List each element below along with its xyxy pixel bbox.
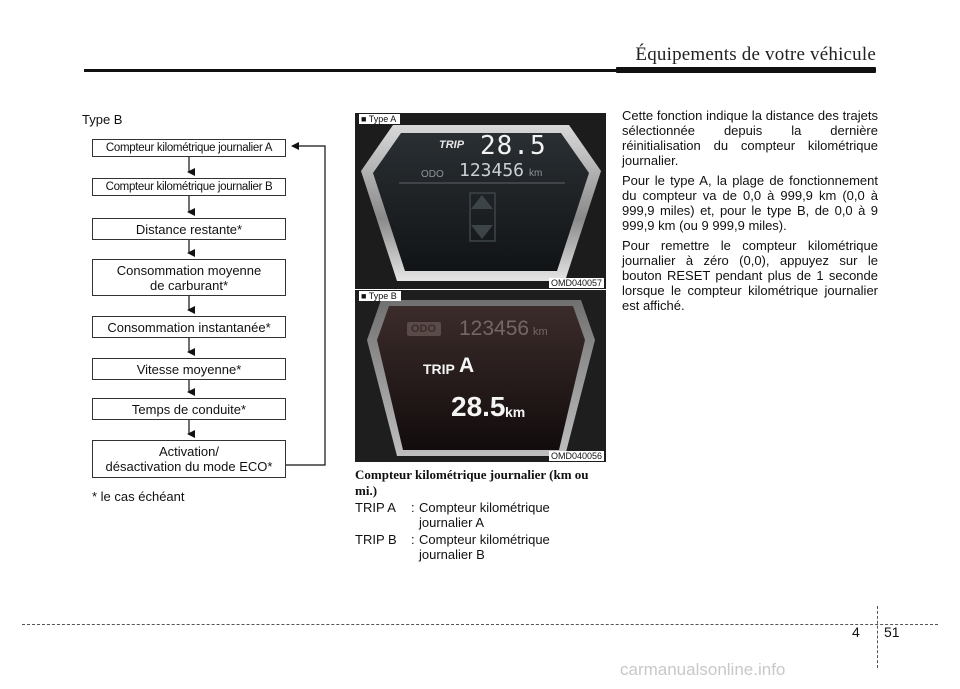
flow-box-text: Consommation instantanée* [107, 319, 271, 335]
flow-box-text: Temps de conduite* [131, 401, 247, 417]
figure-a-code: OMD040057 [550, 278, 602, 288]
flowchart-footnote: * le cas échéant [92, 489, 185, 504]
caption-trip-a [355, 500, 569, 530]
body-paragraph-3: Pour remettre le compteur kilométrique journalier à zéro (0,0), appuyez sur le bouton RESET pendant plus de 1 seconde lorsque le compteur kilométrique journalier est affiché. [622, 238, 878, 313]
body-paragraph-1: Cette fonction indique la distance des trajets sélectionnée depuis la dernière réinitialisation du compteur kilométrique journalier. [622, 108, 878, 168]
flow-box-text: de carburant* [149, 277, 229, 293]
cluster-a-trip-value: 28.5 [480, 131, 547, 161]
figure-caption-title: Compteur kilométrique journalier (km ou mi.) [355, 467, 589, 498]
figure-b-label: ■ Type B [359, 291, 401, 301]
cluster-b-odo-text: ODO [411, 323, 437, 335]
figure-b-code: OMD040056 [550, 451, 602, 461]
flowchart-type-label: Type B [82, 112, 123, 127]
cluster-a-odo-text: ODO [421, 169, 444, 180]
chapter-number: 4 [852, 624, 860, 640]
body-paragraph-2: Pour le type A, la plage de fonctionnement du compteur va de 0,0 à 999,9 km (0,0 à 999,9 miles) et, pour le type B, de 0,0 à 9 999,9 km (ou 9 999,9 miles). [622, 173, 878, 233]
footer-rule [22, 624, 938, 625]
page-number: 51 [884, 624, 900, 640]
flow-box-text: Vitesse moyenne* [136, 361, 242, 377]
cluster-b-trip-unit: km [505, 404, 526, 420]
cluster-b-trip-value: 28.5 [451, 391, 506, 422]
figure-a-label: ■ Type A [359, 114, 400, 124]
cluster-b-trip-letter: A [459, 354, 475, 377]
caption-trip-b [355, 532, 569, 562]
cluster-a-odo-value: 123456 [459, 160, 525, 181]
watermark: carmanualsonline.info [620, 660, 786, 679]
flow-box-text: Activation/ [159, 444, 219, 459]
cluster-a-unit: km [529, 168, 543, 179]
trip-b-colon: : [411, 532, 415, 547]
cluster-a-trip-text: TRIP [439, 139, 465, 151]
trip-a-colon: : [411, 500, 415, 515]
header-rule-accent [616, 67, 876, 73]
cluster-b-graphic [355, 290, 606, 462]
cluster-figure-type-b [355, 290, 606, 462]
flow-box-text: Compteur kilométrique journalier B [105, 180, 273, 193]
cluster-b-trip-text: TRIP [423, 361, 455, 377]
flowchart-arrows [0, 0, 340, 490]
footer-divider [877, 606, 878, 668]
cluster-b-odo-unit: km [533, 326, 548, 338]
flow-box-text: Consommation moyenne [116, 262, 262, 278]
body-text-column [622, 108, 878, 318]
page-header-title: Équipements de votre véhicule [635, 44, 876, 65]
trip-a-value: Compteur kilométrique journalier A [419, 500, 550, 530]
flow-box-text: Compteur kilométrique journalier A [105, 141, 273, 154]
flow-box-text: Distance restante* [135, 221, 243, 237]
cluster-figure-type-a [355, 113, 606, 289]
trip-b-key: TRIP B [355, 532, 397, 547]
flow-box-text: désactivation du mode ECO* [105, 459, 273, 474]
trip-a-key: TRIP A [355, 500, 396, 515]
cluster-b-odo-value: 123456 [459, 317, 530, 340]
trip-b-value: Compteur kilométrique journalier B [419, 532, 550, 562]
